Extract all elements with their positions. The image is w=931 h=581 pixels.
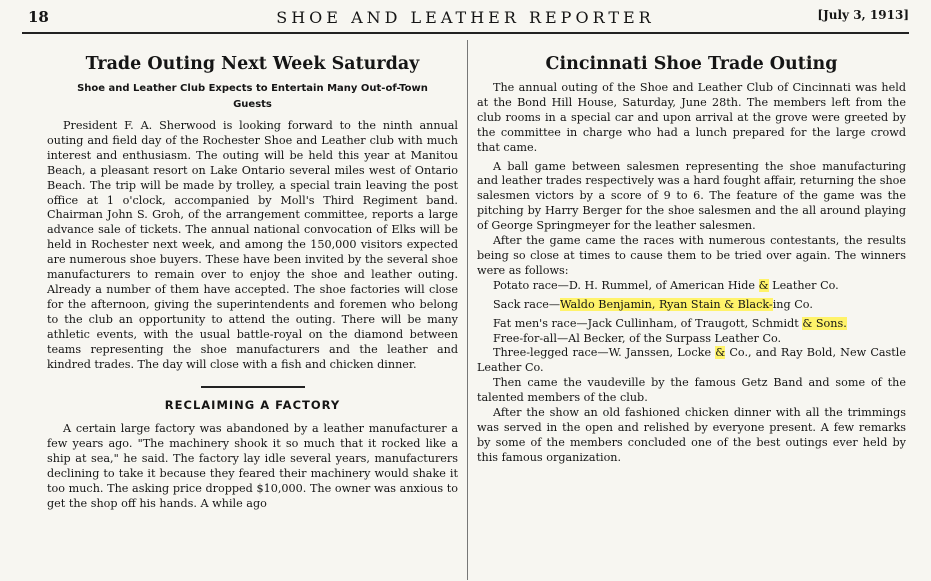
publication-title: SHOE AND LEATHER REPORTER [276,8,655,27]
free-for-all-line: Free-for-all—Al Becker, of the Surpass Leather Co. [493,331,782,345]
fat-mens-race-line [477,317,906,332]
three-text-a: Three-legged race—W. Janssen, Locke [493,346,716,360]
right-paragraph-3: After the game came the races with numerous contestants, the results being so close at times to cause them to be tried over again. The winners were as follows: [477,234,906,277]
potato-race-line [477,279,906,294]
right-headline: Cincinnati Shoe Trade Outing [545,54,838,74]
sack-text-b: ing Co. [772,297,813,311]
right-column [477,40,906,466]
left-subheadline: Shoe and Leather Club Expects to Entertain Many Out-of-Town Guests [77,83,428,110]
sack-highlight: Waldo Benjamin, Ryan Stain & Black- [560,297,773,311]
potato-text-a: Potato race—D. H. Rummel, of American Hide [493,278,759,292]
left-article-body: President F. A. Sherwood is looking forward to the ninth annual outing and field day of the Rochester Shoe and Leather club with much interest and enthusiasm. The outing will be held this year at Manitou Beach, a pleasant resort on Lake Ontario several miles west of Ontario Beach. The trip will be made by trolley, a special train leaving the post office at 1 o'clock, accompanied by Moll's Third Regiment band. Chairman John S. Groh, of the arrangement committee, reports a large advance sale of tickets. The annual national convocation of Elks will be held in Rochester next week, and among the 150,000 visitors expected are numerous shoe buyers. These have been invited by the several shoe manufacturers to remain over to enjoy the shoe and leather outing. Already a number of them have accepted. The shoe factories will close for the afternoon, giving the superintendents and foremen who belong to the club an opportunity to attend the outing. There will be many athletic events, with the usual battle-royal on the diamond between teams representing the shoe manufacturers and the leather and kindred trades. The day will close with a fish and chicken dinner. [47,119,458,371]
right-paragraph-5: After the show an old fashioned chicken dinner with all the trimmings was served in the open and relished by everyone present. A few remarks by some of the members concluded one of the best outings ever held by this famous organization. [477,406,906,464]
right-paragraph-2: A ball game between salesmen representing the shoe manufacturing and leather trades respectively was a hard fought affair, returning the shoe salesmen victors by a score of 9 to 6. The feature of the game was the pitching by Harry Berger for the shoe salesmen and the all around playing of George Springmeyer for the leather salesmen. [477,159,906,233]
page-header [0,0,931,34]
three-ampersand-highlight: & [715,346,726,360]
left-column [47,40,458,512]
page-number: 18 [28,8,49,26]
three-text-b: Co., and Ray Bold, New Castle Leather Co. [477,346,906,375]
left-headline: Trade Outing Next Week Saturday [85,54,420,74]
header-rule [22,32,909,34]
potato-ampersand-highlight: & [758,278,769,292]
sack-text-a: Sack race— [493,297,561,311]
fat-highlight: & Sons. [802,316,847,330]
right-paragraph-1: The annual outing of the Shoe and Leather Club of Cincinnati was held at the Bond Hill House, Saturday, June 28th. The members left from the club rooms in a special car and upon arrival at the grove were greeted by the committee in charge who had a lunch prepared for the large crowd that came. [477,81,906,154]
potato-text-b: Leather Co. [768,278,839,292]
second-headline: RECLAIMING A FACTORY [164,398,341,413]
three-legged-race-line [477,346,906,376]
sack-race-line [477,298,906,313]
issue-date: [July 3, 1913] [817,8,909,22]
column-rule [467,40,468,580]
second-article-body: A certain large factory was abandoned by a leather manufacturer a few years ago. "The machinery shook it so much that it rocked like a ship at sea," he said. The factory lay idle several years, manufacturers declining to take it because they feared their machinery would shake it too much. The asking price dropped $10,000. The owner was anxious to get the shop off his hands. A while ago [47,422,458,510]
section-divider [201,386,305,388]
right-paragraph-4: Then came the vaudeville by the famous Getz Band and some of the talented members of the club. [477,376,906,405]
fat-text-a: Fat men's race—Jack Cullinham, of Traugott, Schmidt [493,316,803,330]
